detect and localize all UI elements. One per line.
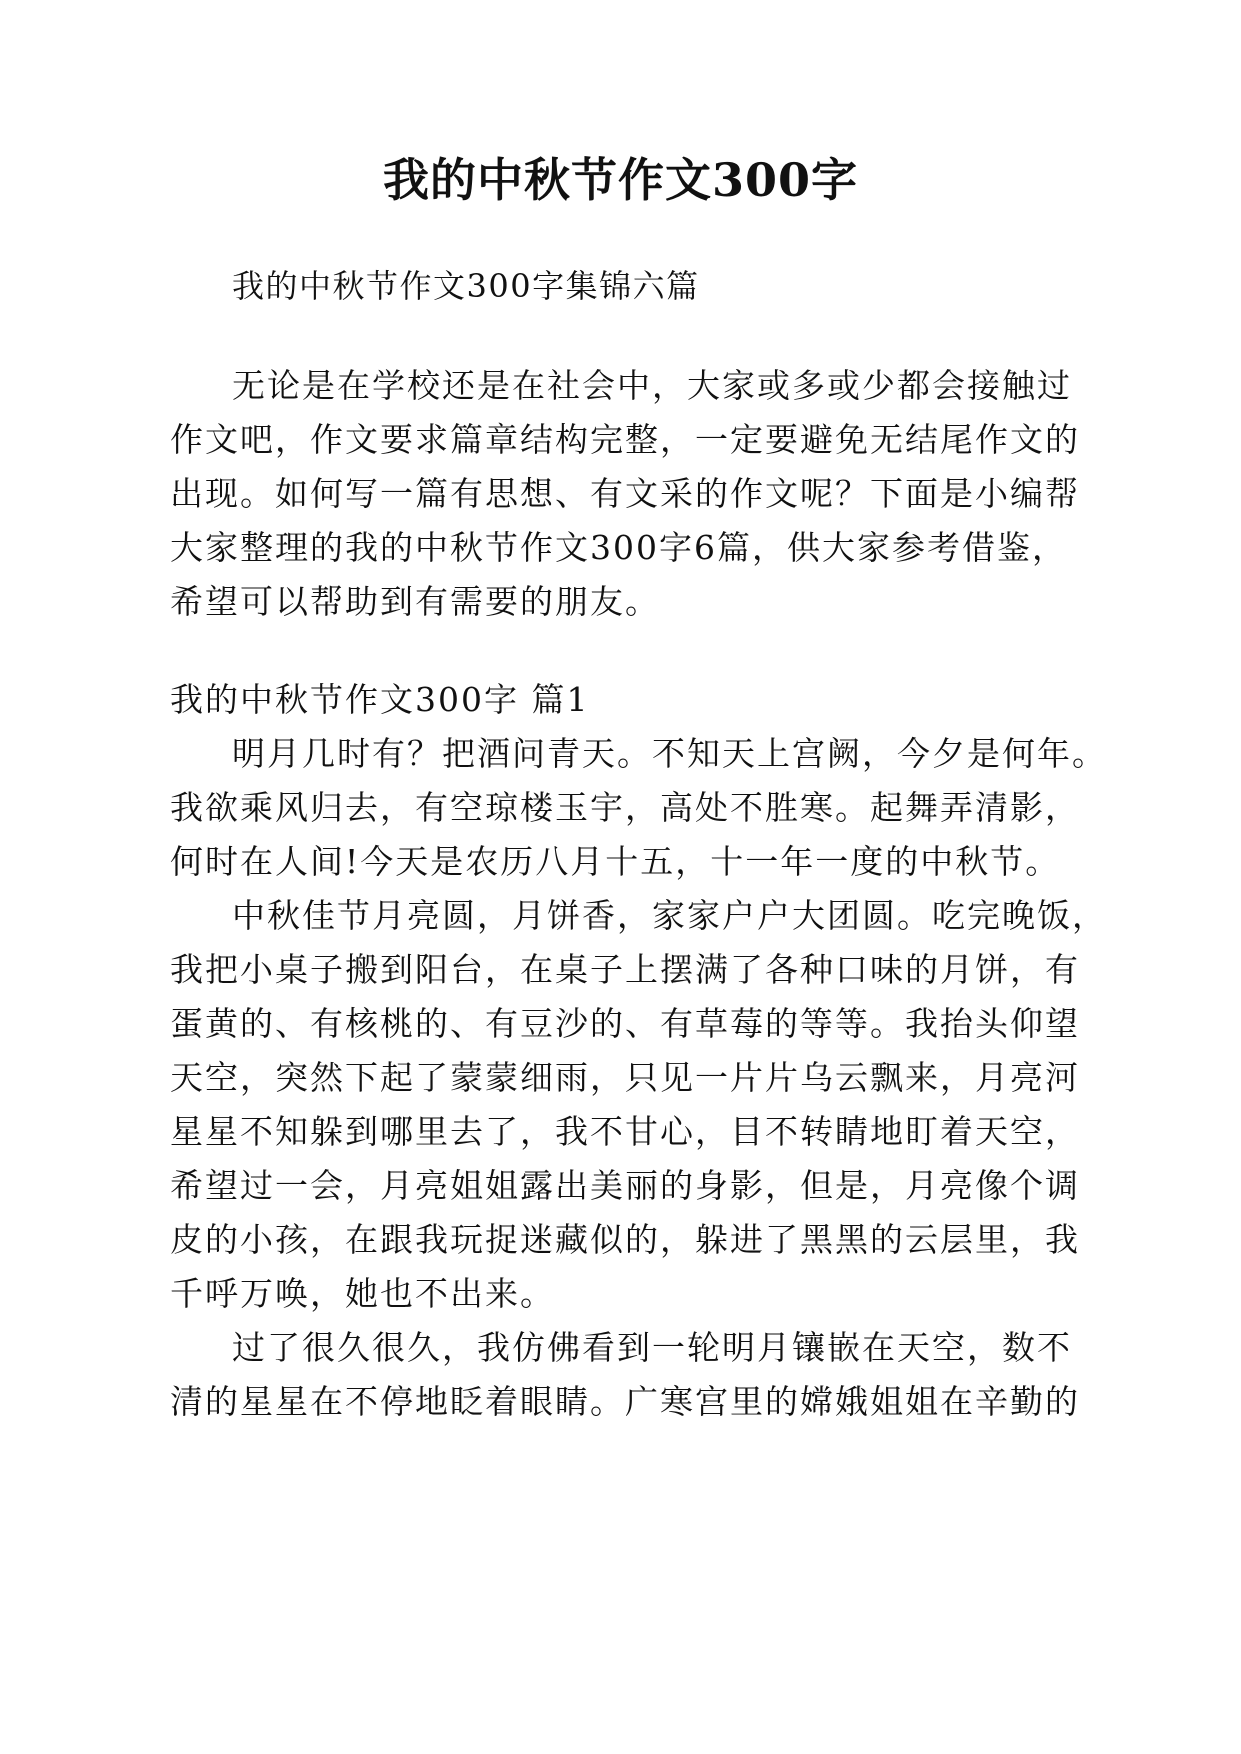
intro-line: 希望可以帮助到有需要的朋友。	[170, 582, 660, 621]
essay-line: 蛋黄的、有核桃的、有豆沙的、有草莓的等等。我抬头仰望	[170, 1004, 1080, 1043]
essay-line: 星星不知躲到哪里去了，我不甘心，目不转睛地盯着天空，	[170, 1112, 1080, 1151]
intro-line: 作文吧，作文要求篇章结构完整，一定要避免无结尾作文的	[170, 420, 1080, 459]
essay-line: 我欲乘风归去，有空琼楼玉宇，高处不胜寒。起舞弄清影，	[170, 788, 1080, 827]
document-title: 我的中秋节作文300字	[382, 153, 859, 207]
essay-line: 天空，突然下起了蒙蒙细雨，只见一片片乌云飘来，月亮河	[170, 1058, 1080, 1097]
essay-line: 过了很久很久，我仿佛看到一轮明月镶嵌在天空，数不	[232, 1328, 1072, 1367]
essay-line: 清的星星在不停地眨着眼睛。广寒宫里的嫦娥姐姐在辛勤的	[170, 1382, 1080, 1421]
intro-line: 出现。如何写一篇有思想、有文采的作文呢？下面是小编帮	[170, 474, 1080, 513]
intro-line: 大家整理的我的中秋节作文300字6篇，供大家参考借鉴，	[170, 528, 1067, 567]
essay-line: 何时在人间!今天是农历八月十五，十一年一度的中秋节。	[170, 842, 1061, 881]
essay-line: 我把小桌子搬到阳台，在桌子上摆满了各种口味的月饼，有	[170, 950, 1080, 989]
intro-line: 无论是在学校还是在社会中，大家或多或少都会接触过	[232, 366, 1072, 405]
document-subtitle: 我的中秋节作文300字集锦六篇	[232, 267, 700, 305]
essay-line: 皮的小孩，在跟我玩捉迷藏似的，躲进了黑黑的云层里，我	[170, 1220, 1080, 1259]
essay-line: 希望过一会，月亮姐姐露出美丽的身影，但是，月亮像个调	[170, 1166, 1080, 1205]
essay-line: 千呼万唤，她也不出来。	[170, 1274, 555, 1313]
essay-line: 明月几时有？把酒问青天。不知天上宫阙，今夕是何年。	[232, 734, 1107, 773]
section-heading: 我的中秋节作文300字 篇1	[170, 680, 590, 719]
essay-line: 中秋佳节月亮圆，月饼香，家家户户大团圆。吃完晚饭，	[232, 896, 1107, 935]
